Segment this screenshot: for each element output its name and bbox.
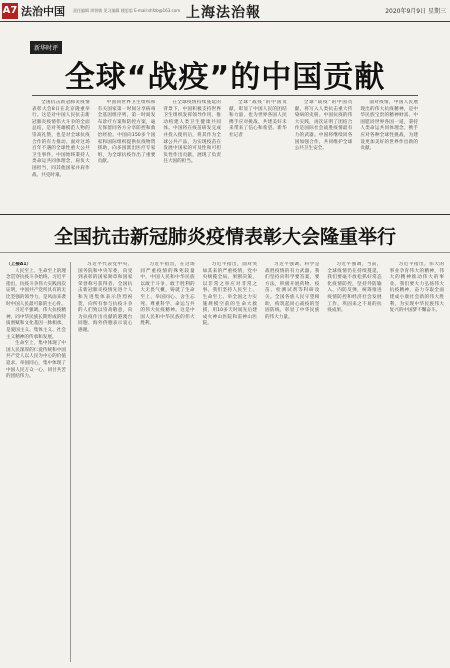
text-column [203,262,257,662]
paragraph: 全球“战疫”的中国贡献，彰显了中国人民的团结和力量，也为世界各国人民携手应对挑战、共建美好未来带来了信心和希望。新华社记者 [229,100,287,138]
text-column [390,262,444,662]
main-article-headline: 全国抗击新冠肺炎疫情表彰大会隆重举行 [53,226,396,248]
paragraph: 习近平强调，当前，全球疫情仍在持续蔓延，我们要毫不放松抓好常态化疫情防控，坚持外防输入、内防反弹，统筹推进疫情防控和经济社会发展工作，巩固来之不易的抗疫成果。 [327,262,382,314]
paragraph: 面对疫情，中国人民展现出的伟大抗疫精神，是中华民族宝贵的精神财富。中国愿同世界各国一道，秉持人类命运共同体理念，携手应对各种全球性挑战，为建设更加美好的世界作出新的贡献。 [360,100,419,152]
text-column [229,100,287,210]
paragraph: 全球“战疫”的中国贡献，将写入人类抗击重大传染病的史册。中国抗疫的伟大实践，再次证明了团结合作是国际社会战胜疫情最有力的武器。中国将继续同各国加强合作，共同维护全球公共卫生安全。 [294,100,353,152]
text-column [98,100,156,210]
editor-credits: 责任编辑 周智敏 见习编辑 楼思思 E-mail:shfzb@163.com [73,7,181,13]
divider [0,252,450,253]
paragraph: 生命至上，集中体现了中国人民深厚的仁爱传统和中国共产党人以人民为中心的价值追求。举国同心，集中体现了中国人民万众一心、同甘共苦的团结伟力。 [6,341,66,380]
paragraph: 中国同世界卫生组织和有关国家第一时间分享病毒全基因组序列，第一时间发布诊疗方案和防控方案，毫无保留同各方分享防控和救治经验。中国向150多个国家和国际组织提供抗疫物资援助，向多国派出医疗专家组，为全球抗疫作出了重要贡献。 [97,100,156,165]
text-column [32,100,90,210]
main-article-body [78,262,444,662]
paragraph: 习近平指出，伟大的事业孕育伟大的精神，伟大的精神推动伟大的事业。我们要大力弘扬伟大抗疫精神，奋力夺取全面建成小康社会新的伟大胜利，为实现中华民族伟大复兴的中国梦不懈奋斗。 [389,262,444,314]
issue-date: 2020年9月9日 星期三 [385,8,446,15]
divider [32,95,418,96]
divider [0,214,450,215]
text-column [265,262,319,662]
text-column [327,262,381,662]
newspaper-brand: 上海法治報 [186,5,261,21]
commentary-label: 新华时评 [30,41,62,54]
text-column [360,100,418,210]
paragraph: 全国抗击新冠肺炎疫情表彰大会8日在北京隆重举行。这是对中国人民抗击新冠肺炎疫情伟大斗争的全面总结，是对英雄模范人物的崇高礼赞，也是对全球抗疫合作的有力推动。面对这场百年不遇的全球性重大公共卫生事件，中国始终秉持人类命运共同体理念，肩负大国担当，同其他国家并肩作战、共克时艰。 [32,100,90,178]
column-divider [70,262,71,662]
paragraph: 人民至上、生命至上的理念贯穿抗疫斗争始终。习近平指出，抗疫斗争伟大实践再次证明，中国共产党所具有的无比坚强的领导力，是风雨来袭时中国人民最可靠的主心骨。 [6,268,66,307]
lead-sidebar [6,262,66,662]
top-article-body [32,100,418,210]
paragraph: 习近平指出，在这场同严重疫情的殊死较量中，中国人民和中华民族以敢于斗争、敢于胜利的大无畏气概，铸就了生命至上、举国同心、舍生忘死、尊重科学、命运与共的伟大抗疫精神。这是中国人民和中华民族的伟大胜利。 [140,262,195,327]
paragraph: 习近平指出，面对突如其来的严重疫情，党中央统揽全局、果断决策，以非常之举应对非常之事。我们坚持人民至上、生命至上，举全国之力实施规模空前的生命大救援，用10多天时间先后建成火神山医院和雷神山医院。 [202,262,257,327]
section-title: 法治中国 [21,4,65,18]
text-column [140,262,194,662]
text-column [295,100,353,210]
paragraph: 习近平代表党中央、国务院和中央军委，向受到表彰的国家勋章和国家荣誉称号获得者、全国抗击新冠肺炎疫情先进个人和先进集体表示热烈祝贺，向所有参与抗疫斗争的人们致以崇高敬意，向为抗疫作出贡献的港澳台同胞、海外侨胞表示衷心感谢。 [78,262,133,333]
paragraph: 习近平强调，伟大抗疫精神，同中华民族长期形成的特质禀赋和文化基因一脉相承，是爱国主义、集体主义、社会主义精神的传承和发展。 [6,308,66,340]
text-column [163,100,221,210]
paragraph: 习近平强调，科学是战胜疫情的有力武器。我们坚持向科学要答案、要方法，积极开展药物、疫苗、检测试剂等科研攻关。全国各族人民守望相助，构筑起同心战疫的坚固防线，彰显了中华民族的伟大力量。 [264,262,320,320]
top-article-headline: 全球“战疫”的中国贡献 [64,60,386,95]
newspaper-masthead [0,0,450,22]
paragraph: 在全球疫情持续蔓延的背景下，中国积极支持世界卫生组织发挥领导作用，推动构建人类卫生健康共同体。中国将在疫苗研发完成并投入使用后，将其作为全球公共产品，为实现疫苗在发展中国家的可及性和可担负性作出贡献，展现了负责任大国的担当。 [163,100,222,165]
page-number-tag: A7 [2,3,18,19]
text-column [78,262,132,662]
continuation-note: （上接A1） [6,262,32,267]
